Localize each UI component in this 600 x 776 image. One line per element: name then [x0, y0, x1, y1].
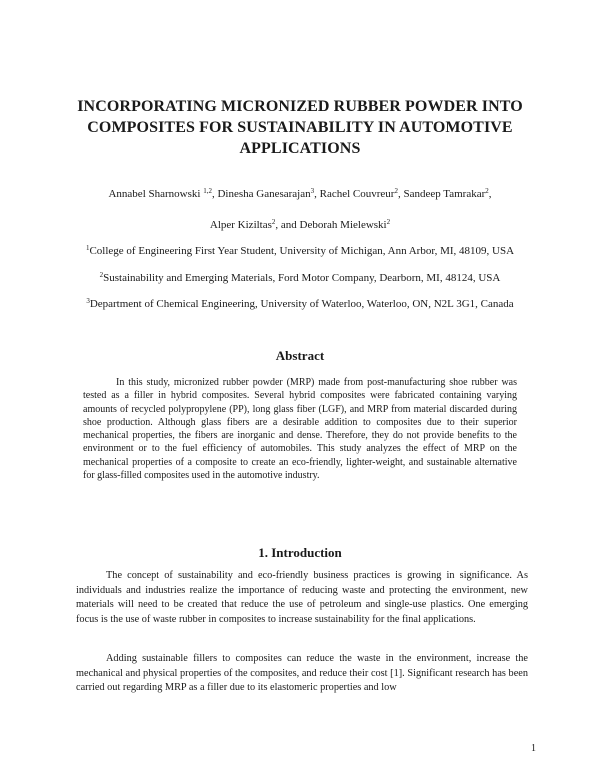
author-affiliation-mark: 1,2	[203, 187, 212, 195]
affiliation-mark: 1	[85, 244, 90, 252]
author-affiliation-mark: 2	[386, 218, 391, 226]
title-line: COMPOSITES FOR SUSTAINABILITY IN AUTOMOTIVE	[87, 119, 513, 136]
author-name: Alper Kiziltas	[209, 219, 272, 231]
affiliation-text: Sustainability and Emerging Materials, Ford Motor Company, Dearborn, MI, 48124, USA	[103, 272, 501, 284]
author-list-continued	[30, 218, 570, 232]
author-separator: ,	[488, 188, 492, 200]
author-separator: ,	[211, 188, 218, 200]
intro-paragraph: Adding sustainable fillers to composites can reduce the waste in the environment, increase the mechanical and physical properties of the composites, and reduce their cost [1]. Significant research has been carried out regarding MRP as a filler due to its elastomeric properties and low	[76, 653, 528, 693]
intro-paragraph: The concept of sustainability and eco-friendly business practices is growing in significance. As individuals and industries realize the importance of reducing waste and protecting the environment, new materials will need to be created that reduce the use of petroleum and single-use plastics. One emerging focus is the use of waste rubber in composites to increase sustainability for the final applications.	[76, 570, 528, 625]
author-name: Dinesha Ganesarajan	[217, 188, 311, 200]
author-separator: , and	[275, 219, 300, 231]
title-line: APPLICATIONS	[239, 140, 361, 157]
author-name: Sandeep Tamrakar	[403, 188, 486, 200]
section-heading-introduction: 1. Introduction	[258, 545, 342, 560]
abstract-heading: Abstract	[275, 348, 325, 363]
author-affiliation-mark: 2	[394, 187, 398, 195]
author-affiliation-mark: 2	[271, 218, 276, 226]
affiliation-3	[30, 297, 570, 311]
affiliation-1	[30, 244, 570, 258]
author-separator: ,	[314, 188, 320, 200]
author-affiliation-mark: 2	[485, 187, 489, 195]
author-list	[30, 187, 570, 201]
author-separator: ,	[397, 188, 404, 200]
page-number: 1	[531, 743, 536, 754]
abstract-body: In this study, micronized rubber powder (MRP) made from post-manufacturing shoe rubber was tested as a filler in hybrid composites. Several hybrid composites were fabricated containing varying amounts of recycled polypropylene (PP), long glass fiber (LGF), and MRP from material discarded during shoe production. Although glass fibers are a desirable addition to composites due to their superior mechanical properties, the fibers are inorganic and dense. Therefore, they do not provide benefits to the environment or to the fuel efficiency of automobiles. This study analyzes the effect of MRP on the mechanical properties of a composite to create an eco-friendly, lighter-weight, and sustainable alternative for glass-filled composites used in the automotive industry.	[83, 377, 517, 481]
author-name: Deborah Mielewski	[299, 219, 387, 231]
title-line: INCORPORATING MICRONIZED RUBBER POWDER INTO	[77, 98, 523, 115]
affiliation-text: Department of Chemical Engineering, University of Waterloo, Waterloo, ON, N2L 3G1, Canada	[89, 298, 514, 310]
author-name: Annabel Sharnowski	[108, 188, 204, 200]
affiliation-text: College of Engineering First Year Student, University of Michigan, Ann Arbor, MI, 48109, USA	[89, 245, 515, 257]
paper-title	[60, 96, 540, 159]
affiliation-2	[30, 271, 570, 285]
author-name: Rachel Couvreur	[319, 188, 395, 200]
author-affiliation-mark: 3	[310, 187, 315, 195]
affiliation-mark: 2	[99, 271, 104, 279]
affiliation-mark: 3	[86, 297, 90, 305]
